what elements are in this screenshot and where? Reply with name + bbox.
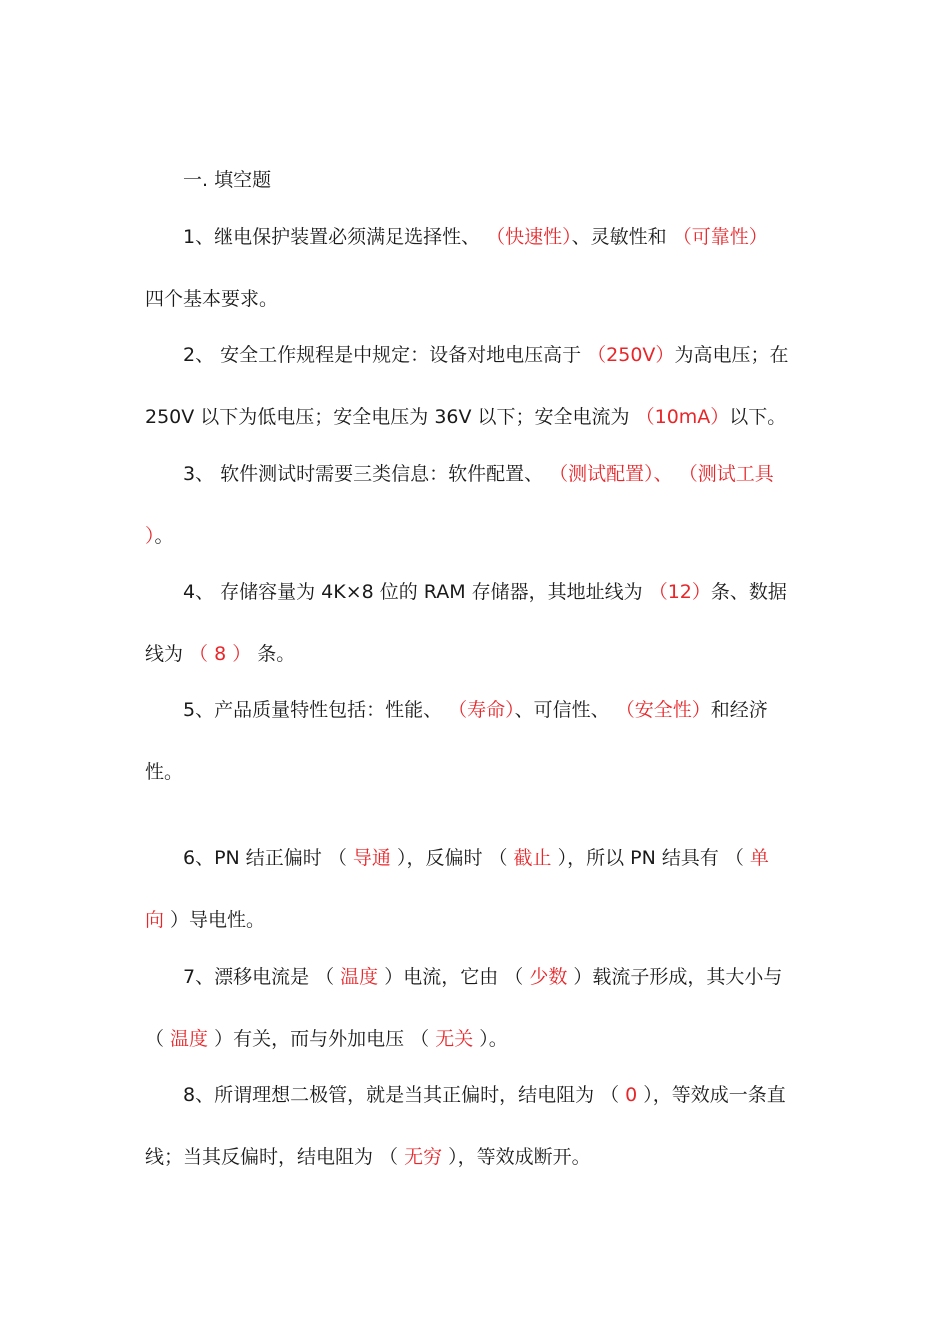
answer-text: （250V） [587, 344, 675, 366]
q4-line1 [183, 579, 823, 605]
question-text: 以下。 [729, 406, 787, 428]
answer-text: 向 [145, 909, 165, 931]
q4-line2 [145, 641, 825, 667]
answer-text: 无穷 [404, 1146, 443, 1168]
q6-line1 [183, 845, 823, 871]
question-text: 四个基本要求。 [145, 288, 279, 310]
answer-text: 导通 [352, 847, 391, 869]
question-text: 为高电压；在 [674, 344, 789, 366]
answer-text: （安全性） [615, 699, 711, 721]
question-text: ），等效成一条直 [637, 1084, 786, 1106]
question-text: 7、漂移电流是 （ [183, 966, 341, 988]
q3-line1 [183, 461, 823, 487]
question-text: 和经济 [710, 699, 768, 721]
question-text: 、可信性、 [514, 699, 616, 721]
q3-line2 [145, 523, 825, 549]
question-text: 条。 [251, 643, 296, 665]
question-text: 。 [154, 525, 174, 547]
question-text: 3、 软件测试时需要三类信息：软件配置、 [183, 463, 550, 485]
answer-text: （寿命） [448, 699, 515, 721]
question-text: ）。 [473, 1028, 508, 1050]
answer-text: 无关 [435, 1028, 474, 1050]
answer-text: （可靠性） [672, 226, 768, 248]
question-text: ），所以 PN 结具有 （ [551, 847, 750, 869]
answer-text: （ 8 ） [189, 643, 252, 665]
q2-line1 [183, 342, 823, 368]
question-text: 5、产品质量特性包括：性能、 [183, 699, 449, 721]
answer-text: 温度 [340, 966, 379, 988]
answer-text: 少数 [529, 966, 568, 988]
q8-line2 [145, 1144, 825, 1170]
answer-text: （10mA） [635, 406, 730, 428]
question-text: ）载流子形成，其大小与 [567, 966, 783, 988]
question-text: 性。 [145, 761, 184, 783]
answer-text: 温度 [170, 1028, 209, 1050]
question-text: ），等效成断开。 [442, 1146, 591, 1168]
answer-text: （快速性） [486, 226, 572, 248]
question-text: 线为 [145, 643, 190, 665]
question-text: 6、PN 结正偏时 （ [183, 847, 353, 869]
question-text: ），反偏时 （ [390, 847, 514, 869]
question-text: ）电流，它由 （ [378, 966, 530, 988]
question-text: ）导电性。 [164, 909, 266, 931]
q6-line2 [145, 907, 825, 933]
question-text: 250V 以下为低电压；安全电压为 36V 以下；安全电流为 [145, 406, 636, 428]
answer-text: 截止 [513, 847, 552, 869]
question-text: 4、 存储容量为 4K×8 位的 RAM 存储器，其地址线为 [183, 581, 649, 603]
question-text: 条、数据 [710, 581, 787, 603]
answer-text: （12） [648, 581, 711, 603]
q1-line1 [183, 224, 823, 250]
question-text: ）有关，而与外加电压 （ [208, 1028, 436, 1050]
section-title: 一. 填空题 [183, 169, 272, 191]
q8-line1 [183, 1082, 823, 1108]
q5-line2 [145, 759, 825, 785]
answer-text: 0 [625, 1084, 638, 1106]
question-text: 、灵敏性和 [571, 226, 673, 248]
question-text: 1、继电保护装置必须满足选择性、 [183, 226, 487, 248]
answer-text: 单 [749, 847, 769, 869]
question-text: 2、 安全工作规程是中规定：设备对地电压高于 [183, 344, 588, 366]
answer-text: ） [145, 525, 155, 547]
question-text: 8、所谓理想二极管，就是当其正偏时，结电阻为 （ [183, 1084, 626, 1106]
q7-line1 [183, 964, 823, 990]
question-text: 线；当其反偏时，结电阻为 （ [145, 1146, 405, 1168]
q5-line1 [183, 697, 823, 723]
q2-line2 [145, 404, 825, 430]
q1-line2 [145, 286, 825, 312]
q7-line2 [145, 1026, 825, 1052]
question-text: （ [145, 1028, 171, 1050]
answer-text: （测试配置）、 （测试工具 [549, 463, 774, 485]
